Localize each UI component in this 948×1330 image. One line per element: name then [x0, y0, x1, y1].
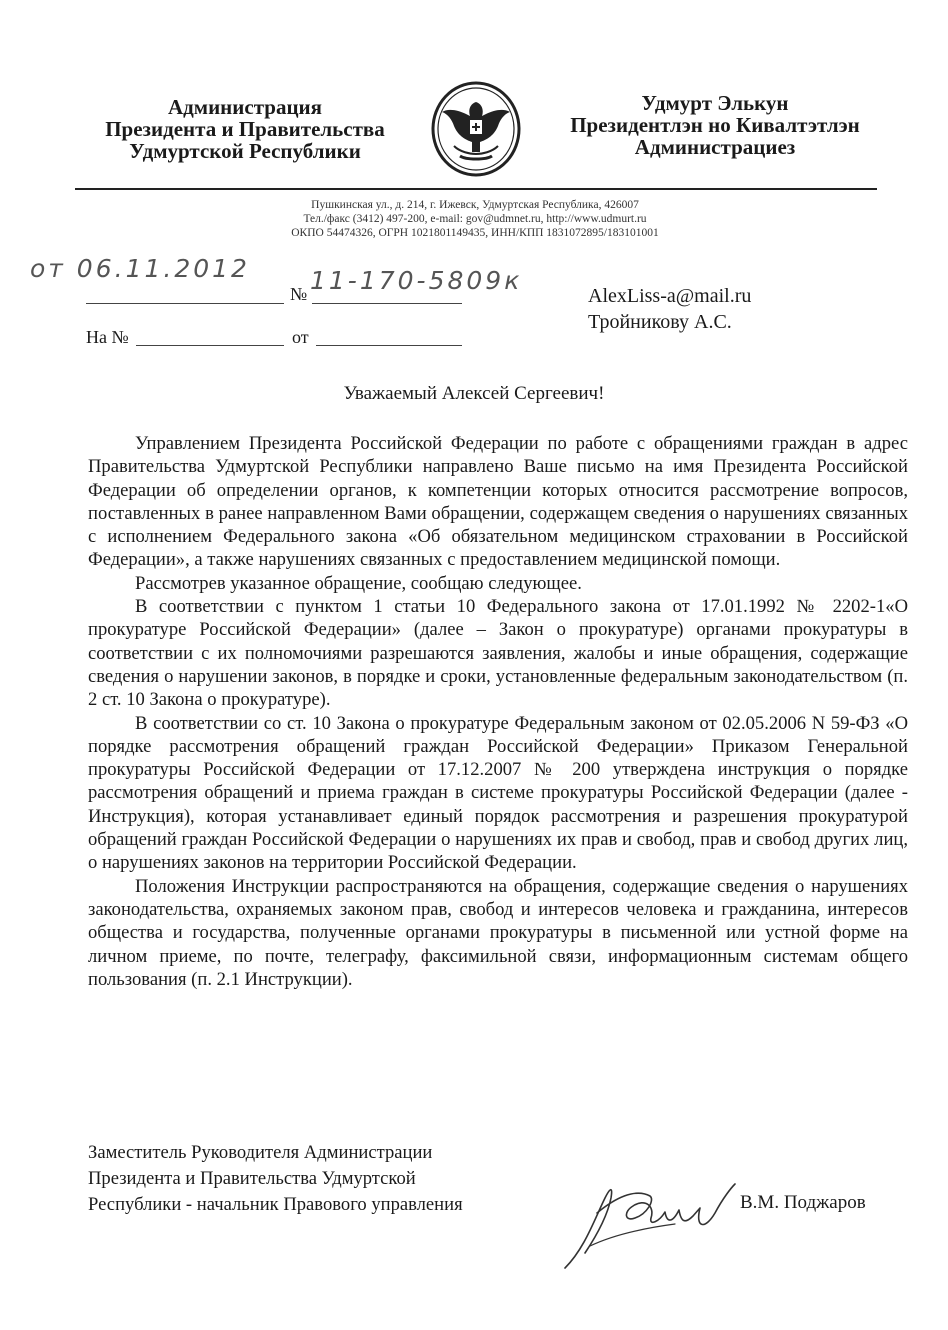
incoming-number-underline	[136, 345, 284, 346]
contacts-block	[150, 198, 800, 240]
handwritten-signature-icon	[555, 1158, 740, 1276]
body-paragraph: Управлением Президента Российской Федерации по работе с обращениями граждан в адрес Правительства Удмуртской Республики направлено Ваше письмо на имя Президента Российской Федерации об определении органов, к компетенции которых относится рассмотрение вопросов, поставленных в ранее направленном Вами обращении, содержащем сведения о нарушениях связанных с исполнением Федерального закона «Об обязательном медицинском страховании в Российской Федерации», а также нарушениях связанных с предоставлением медицинской помощи.	[88, 433, 908, 571]
contacts-line: Пушкинская ул., д. 214, г. Ижевск, Удмуртская Республика, 426007	[311, 199, 639, 211]
header-left-line: Администрация	[167, 95, 323, 119]
header-right-line: Удмурт Элькун	[641, 91, 789, 115]
signer-name: В.М. Поджаров	[740, 1192, 866, 1213]
incoming-number-label: На №	[86, 327, 129, 347]
recipient-block	[588, 283, 751, 335]
incoming-date-underline	[316, 345, 462, 346]
number-label: №	[290, 284, 308, 304]
header-right-line: Администрациез	[634, 135, 796, 159]
header-right-line: Президентлэн но Кивалтэтлэн	[570, 113, 860, 137]
header-right-org	[540, 92, 890, 158]
signer-position-line: Заместитель Руководителя Администрации	[88, 1142, 433, 1163]
udmurt-coat-of-arms-icon	[430, 80, 522, 178]
body-paragraph: Положения Инструкции распространяются на обращения, содержащие сведения о нарушениях законодательства, охраняемых законом прав, свобод и интересов человека и гражданина, интересов общества и государства, полученные органами прокуратуры в письменной или устной форме на личном приеме, по почте, телеграфу, факсимильной связи, информационным системам общего пользования (п. 2.1 Инструкции).	[88, 875, 908, 990]
letter-body	[88, 432, 908, 991]
recipient-email: AlexLiss-a@mail.ru	[588, 285, 752, 307]
outgoing-number: 11-170-5809к	[310, 266, 523, 295]
body-paragraph: В соответствии с пунктом 1 статьи 10 Федерального закона от 17.01.1992 № 2202-1«О прокуратуре Российской Федерации» (далее – Закон о прокуратуре) органами прокуратуры в соответствии с их полномочиями разрешаются заявления, жалобы и иные обращения, содержащие сведения о нарушении законов, в порядке и сроки, установленные федеральным законодательством (п. 2 ст. 10 Закона о прокуратуре).	[88, 596, 908, 711]
signer-position-line: Президента и Правительства Удмуртской	[88, 1168, 416, 1189]
number-underline	[312, 303, 462, 304]
body-paragraph: Рассмотрев указанное обращение, сообщаю следующее.	[135, 572, 582, 594]
signer-position-line: Республики - начальник Правового управления	[88, 1194, 463, 1215]
header-divider	[75, 188, 877, 190]
greeting: Уважаемый Алексей Сергеевич!	[343, 383, 605, 404]
recipient-name: Тройникову А.С.	[588, 311, 732, 333]
date-underline	[86, 303, 284, 304]
header-left-line: Президента и Правительства	[105, 117, 385, 141]
contacts-line: ОКПО 54474326, ОГРН 1021801149435, ИНН/КПП 1831072895/183101001	[291, 227, 659, 239]
header-left-org	[70, 96, 420, 162]
body-paragraph: В соответствии со ст. 10 Закона о прокуратуре Федеральным законом от 02.05.2006 N 59-ФЗ «О порядке рассмотрения обращений граждан Российской Федерации» Приказом Генеральной прокуратуры Российской Федерации от 17.12.2007 № 200 утверждена инструкция о порядке рассмотрения обращений и приема граждан в системе прокуратуры Российской Федерации (далее - Инструкция), которая устанавливает единый порядок рассмотрения и разрешения прокуратурой обращений граждан Российской Федерации о нарушениях их прав и свобод, прав и свобод других лиц, о нарушениях законов на территории Российской Федерации.	[88, 712, 908, 874]
contacts-line: Тел./факс (3412) 497-200, e-mail: gov@udmnet.ru, http://www.udmurt.ru	[303, 213, 647, 225]
outgoing-date: от 06.11.2012	[30, 254, 250, 283]
incoming-from-label: от	[292, 327, 309, 347]
signer-position	[88, 1140, 463, 1218]
header-left-line: Удмуртской Республики	[129, 139, 361, 163]
